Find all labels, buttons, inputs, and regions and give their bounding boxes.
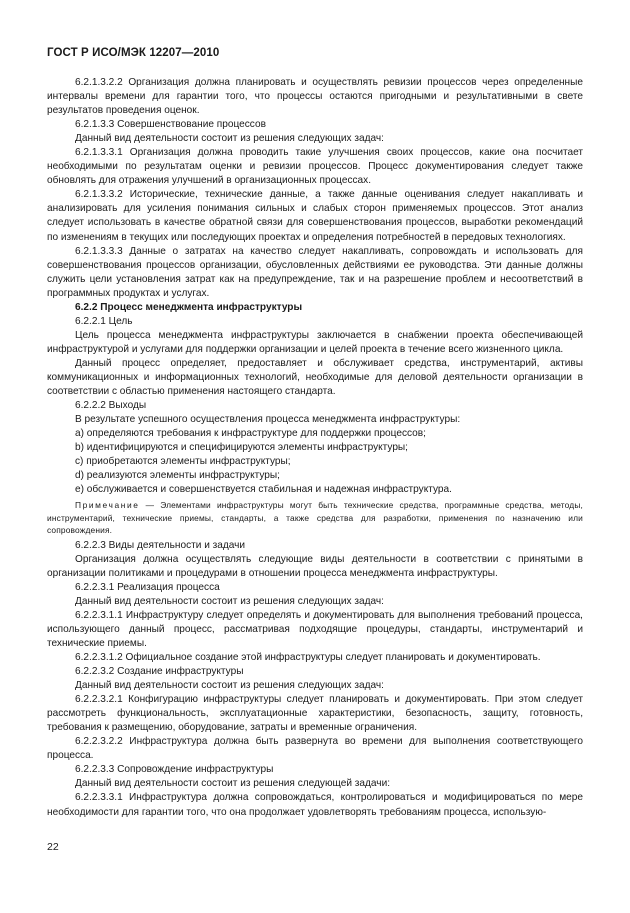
page-number: 22: [47, 841, 59, 853]
list-item: d) реализуются элементы инфраструктуры;: [75, 470, 280, 482]
subsection-heading: 6.2.2.1 Цель: [75, 315, 133, 327]
paragraph: 6.2.1.3.2.2 Организация должна планировать и осуществлять ревизии процессов через определенные интервалы времени для гарантии того, что процессы остаются пригодными и результативными в свете результатов проведения оценок.: [47, 77, 583, 117]
paragraph: 6.2.2.3.1.2 Официальное создание этой инфраструктуры следует планировать и документировать.: [75, 652, 541, 663]
subsection-heading: 6.2.2.3 Виды деятельности и задачи: [75, 539, 246, 551]
subsection-heading: 6.2.2.3.2 Создание инфраструктуры: [75, 666, 244, 678]
page-content: [47, 76, 583, 820]
paragraph: Данный вид деятельности состоит из решения следующих задач:: [75, 133, 384, 145]
paragraph: Организация должна осуществлять следующие виды деятельности в соответствии с принятыми в организации политиками и процедурами в отношении процесса менеджмента инфраструктуры.: [47, 553, 583, 579]
paragraph: Данный процесс определяет, предоставляет и обслуживает средства, инструментарий, активы коммуникационных и информационных технологий, необходимые для деловой деятельности организации в соответствии с областью применения настоящего стандарта.: [47, 357, 583, 398]
subsection-heading: 6.2.2.3.1 Реализация процесса: [75, 581, 220, 593]
note-label: Примечание: [75, 500, 140, 511]
paragraph: 6.2.2.3.3.1 Инфраструктура должна сопровождаться, контролироваться и модифицироваться по мере необходимости для гарантии того, что она продолжает удовлетворять требованиям процесса, использую-: [47, 792, 583, 818]
paragraph: 6.2.1.3.3.1 Организация должна проводить такие улучшения своих процессов, какие она посчитает необходимыми по результатам оценки и ревизии процессов. Процесс документирования следует также обновлять для отражения улучшений в организационных процессах.: [47, 147, 583, 187]
note-text: — Элементами инфраструктуры могут быть технические средства, программные средства, методы, инструментарий, технические приемы, стандарты, а также средства для разработки, применения по назначению или сопровождения.: [47, 500, 583, 536]
paragraph: 6.2.1.3.3.2 Исторические, технические данные, а также данные оценивания следует накапливать и анализировать для усиления понимания сильных и слабых сторон применяемых процессов. Этот анализ следует использовать в качестве обратной связи для совершенствования процессов, выработки рекомендаций по изменениям в текущих или последующих проектах и определения потребностей в передовых технологиях.: [47, 189, 583, 243]
list-item: e) обслуживается и совершенствуется стабильная и надежная инфраструктура.: [75, 484, 452, 496]
paragraph: 6.2.2.3.2.1 Конфигурацию инфраструктуры следует планировать и документировать. При этом следует рассмотреть функциональность, эксплуатационные характеристики, безопасность, защиту, готовность, требования к размещению, оборудование, затраты и временные ограничения.: [47, 694, 583, 734]
note: [47, 499, 583, 536]
list-item: b) идентифицируются и специфицируются элементы инфраструктуры;: [75, 442, 408, 454]
document-header: ГОСТ Р ИСО/МЭК 12207—2010: [47, 47, 220, 59]
paragraph: Данный вид деятельности состоит из решения следующих задач:: [75, 680, 384, 692]
paragraph: Данный вид деятельности состоит из решения следующих задач:: [75, 595, 384, 607]
paragraph: 6.2.2.3.1.1 Инфраструктуру следует определять и документировать для выполнения требований процесса, использующего данный процесс, рассматривая подходящие процедуры, стандарты, инструментарий и технические приемы.: [47, 609, 583, 649]
paragraph: В результате успешного осуществления процесса менеджмента инфраструктуры:: [75, 414, 461, 426]
subsection-heading: 6.2.2.3.3 Сопровождение инфраструктуры: [75, 764, 274, 776]
paragraph: 6.2.1.3.3.3 Данные о затратах на качество следует накапливать, сопровождать и использовать для совершенствования процессов организации, обусловленных действиями ее руководства. Эти данные должны служить цели установления затрат как на предупреждение, так и на разрешение проблем и несоответствий в программных продуктах и услугах.: [47, 245, 583, 299]
section-heading: 6.2.2 Процесс менеджмента инфраструктуры: [75, 301, 303, 313]
subsection-heading: 6.2.1.3.3 Совершенствование процессов: [75, 119, 266, 131]
paragraph: Цель процесса менеджмента инфраструктуры заключается в снабжении проекта обеспечивающей инфраструктурой и услугами для поддержки организации и целей проекта в течение всего жизненного цикла.: [47, 329, 583, 355]
subsection-heading: 6.2.2.2 Выходы: [75, 400, 147, 412]
list-item: a) определяются требования к инфраструктуре для поддержки процессов;: [75, 428, 426, 440]
paragraph: 6.2.2.3.2.2 Инфраструктура должна быть развернута во времени для выполнения соответствующего процесса.: [47, 736, 583, 762]
paragraph: Данный вид деятельности состоит из решения следующей задачи:: [75, 778, 391, 790]
list-item: c) приобретаются элементы инфраструктуры;: [75, 456, 291, 468]
